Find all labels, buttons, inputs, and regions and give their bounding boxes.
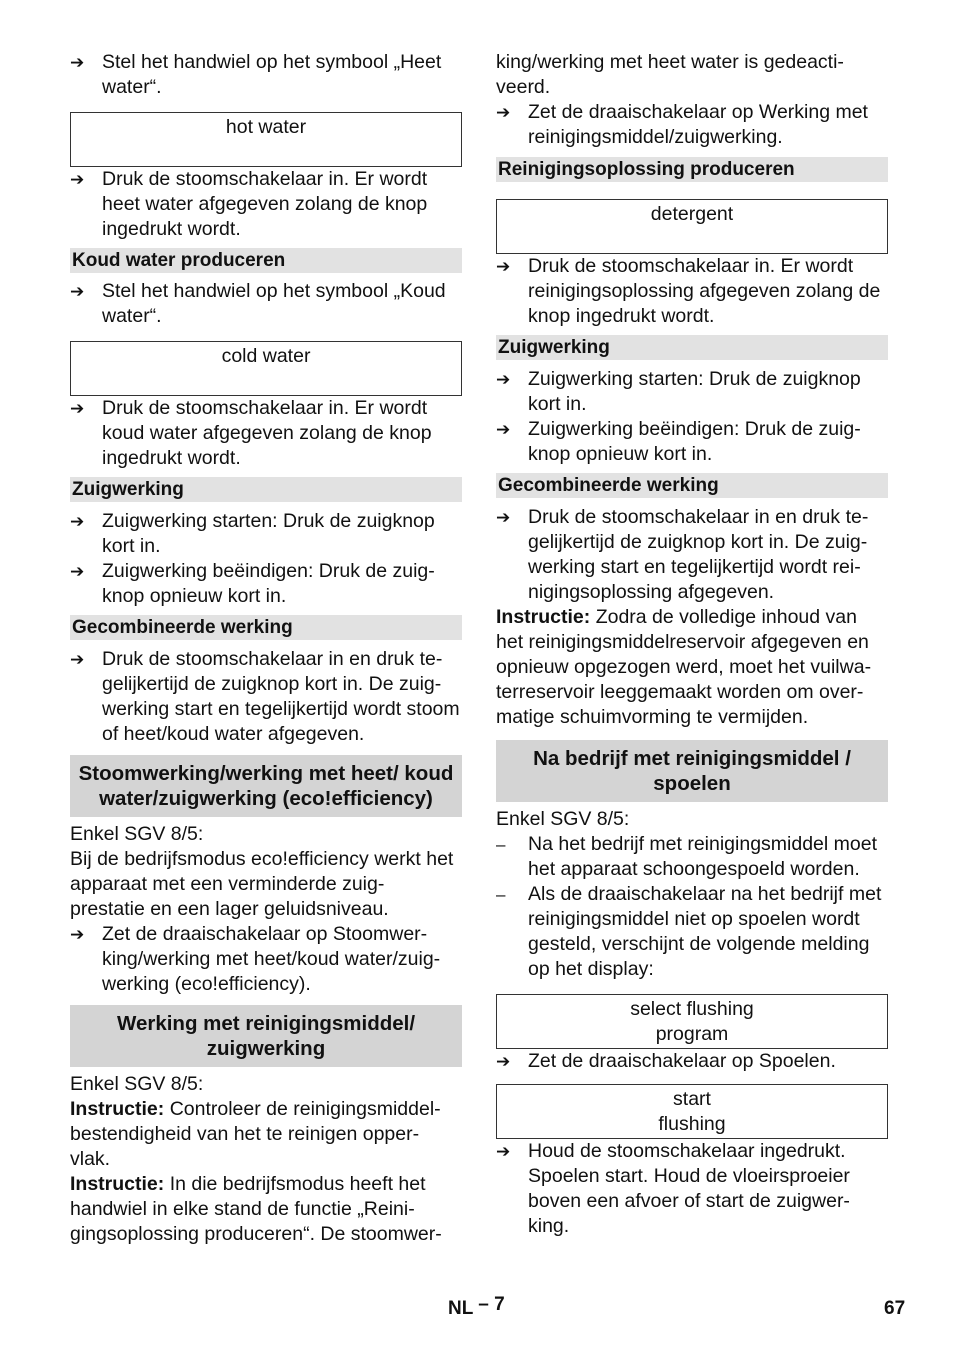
display-line: program xyxy=(655,1023,729,1045)
chapter-heading: Stoomwerking/werking met heet/ koud water/zuigwerking (eco!efficiency) xyxy=(70,755,462,817)
bullet-item xyxy=(496,1139,888,1239)
arrow-icon: ➔ xyxy=(496,257,511,276)
bullet-item xyxy=(496,367,888,417)
page-number: 67 xyxy=(884,1298,906,1319)
bullet-text: Zet de draaischakelaar op Werking met reinigingsmiddel/zuigwerking. xyxy=(528,101,868,148)
display-box-cold-water xyxy=(70,341,462,396)
bullet-item xyxy=(70,167,462,242)
instruction-paragraph xyxy=(70,1097,462,1172)
bullet-text: Zuigwerking beëindigen: Druk de zuig- knop opnieuw kort in. xyxy=(102,560,435,607)
display-line: start xyxy=(673,1088,711,1110)
bullet-text: Zet de draaischakelaar op Spoelen. xyxy=(528,1050,836,1072)
arrow-icon: ➔ xyxy=(496,370,511,389)
arrow-icon: ➔ xyxy=(70,650,85,669)
section-heading: Koud water produceren xyxy=(70,248,462,273)
bullet-item xyxy=(70,922,462,997)
bullet-item xyxy=(70,559,462,609)
arrow-icon: ➔ xyxy=(496,420,511,439)
paragraph: Enkel SGV 8/5: xyxy=(70,1073,204,1095)
left-column xyxy=(70,50,462,1247)
bullet-item xyxy=(496,254,888,329)
bullet-text: Druk de stoomschakelaar in. Er wordt koud water afgegeven zolang de knop ingedrukt wordt. xyxy=(102,397,432,469)
arrow-icon: ➔ xyxy=(70,399,85,418)
bullet-text: Zuigwerking starten: Druk de zuigknop kort in. xyxy=(102,510,435,557)
display-line: flushing xyxy=(658,1113,726,1135)
dash-text: Als de draaischakelaar na het bedrijf met reinigingsmiddel niet op spoelen wordt gesteld, verschijnt de volgende melding op het display: xyxy=(528,883,882,980)
display-box-hot-water xyxy=(70,112,462,167)
bullet-text: Zet de draaischakelaar op Stoomwer- king/werking met heet/koud water/zuig- werking (eco!efficiency). xyxy=(102,923,441,995)
footer-language xyxy=(448,1296,505,1321)
bullet-text: Stel het handwiel op het symbool „Koud water“. xyxy=(102,280,446,327)
arrow-icon: ➔ xyxy=(70,562,85,581)
arrow-icon: ➔ xyxy=(70,282,85,301)
arrow-icon: ➔ xyxy=(70,170,85,189)
bullet-text: Druk de stoomschakelaar in. Er wordt reinigingsoplossing afgegeven zolang de knop ingedrukt wordt. xyxy=(528,255,881,327)
section-heading: Gecombineerde werking xyxy=(70,615,462,640)
arrow-icon: ➔ xyxy=(70,53,85,72)
dash-marker: – xyxy=(496,885,506,904)
display-text: cold water xyxy=(221,345,311,367)
bullet-item xyxy=(70,50,462,100)
bullet-item xyxy=(70,279,462,329)
display-text: hot water xyxy=(225,116,307,138)
section-page-number: – 7 xyxy=(478,1294,505,1315)
dash-marker: – xyxy=(496,835,506,854)
bullet-text: Druk de stoomschakelaar in en druk te- gelijkertijd de zuigknop kort in. De zuig- werking start en tegelijkertijd wordt stoom of heet/koud water afgegeven. xyxy=(102,648,460,745)
instruction-text: Zodra de volledige inhoud van het reinigingsmiddelreservoir afgegeven en opnieuw opgezogen werd, moet het vuilwa- terreservoir leeggemaakt worden om over- matige schuimvorming te vermijden. xyxy=(496,606,872,728)
display-box-detergent xyxy=(496,199,888,254)
bullet-item xyxy=(496,1049,888,1074)
arrow-icon: ➔ xyxy=(496,1142,511,1161)
bullet-item xyxy=(496,100,888,150)
display-box-start-flushing xyxy=(496,1084,888,1139)
instruction-text: Controleer de reinigingsmiddel- bestendigheid van het te reinigen opper- vlak. xyxy=(70,1098,441,1170)
bullet-text: Zuigwerking starten: Druk de zuigknop kort in. xyxy=(528,368,861,415)
instruction-paragraph xyxy=(496,605,888,730)
instruction-label: Instructie: xyxy=(496,606,591,628)
bullet-text: Zuigwerking beëindigen: Druk de zuig- knop opnieuw kort in. xyxy=(528,418,861,465)
instruction-label: Instructie: xyxy=(70,1173,165,1195)
bullet-text: Stel het handwiel op het symbool „Heet water“. xyxy=(102,51,442,98)
bullet-item xyxy=(496,417,888,467)
instruction-paragraph xyxy=(70,1172,462,1247)
instruction-text: In die bedrijfsmodus heeft het handwiel in elke stand de functie „Reini- gingsoplossing produceren“. De stoomwer- xyxy=(70,1173,442,1245)
section-heading: Zuigwerking xyxy=(496,335,888,360)
language-code: NL xyxy=(448,1298,473,1319)
bullet-item xyxy=(70,647,462,747)
display-box-select-flushing xyxy=(496,994,888,1049)
arrow-icon: ➔ xyxy=(70,512,85,531)
display-line: select flushing xyxy=(630,998,754,1020)
right-column xyxy=(496,50,888,1239)
chapter-heading: Werking met reinigingsmiddel/ zuigwerking xyxy=(70,1005,462,1067)
dash-text: Na het bedrijf met reinigingsmiddel moet het apparaat schoongespoeld worden. xyxy=(528,833,878,880)
bullet-text: Druk de stoomschakelaar in. Er wordt heet water afgegeven zolang de knop ingedrukt wordt. xyxy=(102,168,428,240)
section-heading: Reinigingsoplossing produceren xyxy=(496,157,888,182)
bullet-item xyxy=(70,509,462,559)
arrow-icon: ➔ xyxy=(496,103,511,122)
paragraph: Bij de bedrijfsmodus eco!efficiency werkt het apparaat met een verminderde zuig- prestatie en een lager geluidsniveau. xyxy=(70,848,454,920)
bullet-text: Houd de stoomschakelaar ingedrukt. Spoelen start. Houd de vloeirsproeier boven een afvoer of start de zuigwer- king. xyxy=(528,1140,850,1237)
bullet-item xyxy=(70,396,462,471)
section-heading: Gecombineerde werking xyxy=(496,473,888,498)
bullet-item xyxy=(496,505,888,605)
bullet-text: Druk de stoomschakelaar in en druk te- gelijkertijd de zuigknop kort in. De zuig- werking start en tegelijkertijd wordt rei- nigingsoplossing afgegeven. xyxy=(528,506,869,603)
section-heading: Zuigwerking xyxy=(70,477,462,502)
dash-item xyxy=(496,882,888,982)
paragraph: king/werking met heet water is gedeacti- veerd. xyxy=(496,51,844,98)
arrow-icon: ➔ xyxy=(70,925,85,944)
arrow-icon: ➔ xyxy=(496,1052,511,1071)
arrow-icon: ➔ xyxy=(496,508,511,527)
instruction-label: Instructie: xyxy=(70,1098,165,1120)
dash-item xyxy=(496,832,888,882)
paragraph: Enkel SGV 8/5: xyxy=(496,808,630,830)
chapter-heading: Na bedrijf met reinigingsmiddel / spoelen xyxy=(496,740,888,802)
paragraph: Enkel SGV 8/5: xyxy=(70,823,204,845)
display-text: detergent xyxy=(650,203,734,225)
